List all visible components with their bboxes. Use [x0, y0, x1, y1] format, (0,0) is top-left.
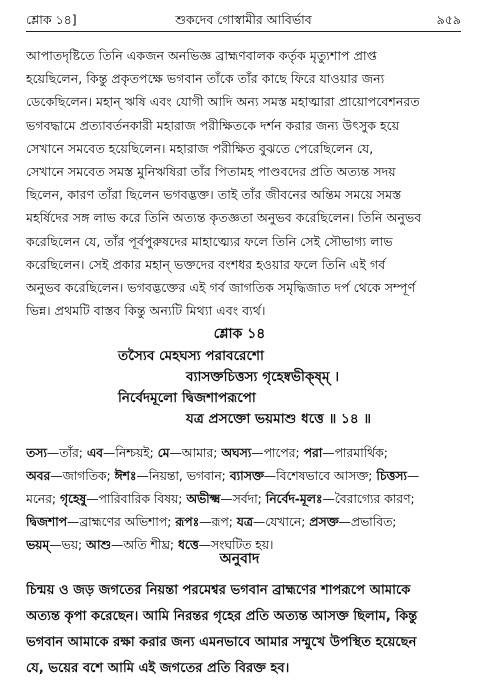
- synonym-line: [26, 511, 461, 534]
- verse-title: শ্লোক ১৪: [213, 326, 266, 342]
- synonym-meaning: —তাঁর;: [46, 446, 87, 460]
- purport-line: সেখানে সমবেত সমস্ত মুনিঋষিরা তাঁর পিতামহ পাণ্ডবদের প্রতি অত্যন্ত সদয়: [26, 164, 396, 180]
- synonym-meaning: —: [406, 469, 420, 483]
- synonym-term: পরা: [303, 446, 323, 460]
- synonym-term: আশু: [86, 538, 111, 552]
- synonym-term: নির্বেদ-মূলঃ: [265, 492, 323, 506]
- synonym-term: তস্য: [26, 446, 47, 460]
- synonym-meaning: —নিশ্চয়ই;: [103, 446, 158, 460]
- translation-line: ভগবান আমাকে রক্ষা করার জন্য এমনভাবে আমার সম্মুখে উপস্থিত হয়েছেন: [26, 635, 417, 650]
- purport-line: সেখানে সমবেত হয়েছিলেন। মহারাজ পরীক্ষিত বুঝতে পেরেছিলেন যে,: [26, 140, 374, 156]
- purport-line: ডেকেছিলেন। মহান্ ঋষি এবং যোগী আদি অন্য সমস্ত মহাত্মারা প্রায়োপবেশনরত: [26, 94, 420, 110]
- synonym-term: অভীক্ষ্ম: [186, 492, 221, 506]
- synonym-term: যত্র: [236, 515, 253, 529]
- purport-line: মহর্ষিদের সঙ্গ লাভ করে তিনি অত্যন্ত কৃতজ্ঞতা অনুভব করেছিলেন। তিনি অনুভব: [26, 210, 422, 226]
- synonym-term: ব্যাসক্ত: [229, 469, 264, 483]
- synonym-meaning: —রূপ;: [199, 515, 237, 529]
- synonym-meaning: —অতি শীঘ্র;: [110, 538, 178, 552]
- verse-line-3: নির্বেদমূলো দ্বিজশাপরূপো: [118, 390, 256, 406]
- synonym-term: ভয়ম্: [26, 538, 50, 552]
- page-number: ৯৫৯: [436, 12, 461, 27]
- synonym-meaning: —সংঘটিত হয়।: [198, 538, 274, 552]
- synonym-term: রূপঃ: [175, 515, 200, 529]
- synonyms-block: [26, 442, 461, 557]
- synonym-term: এব: [86, 446, 104, 460]
- translation-line: অত্যন্ত কৃপা করেছেন। আমি নিরন্তর গৃহের প্রতি অত্যন্ত আসক্ত ছিলাম, কিন্তু: [26, 609, 418, 624]
- synonym-meaning: —পারিবারিক বিষয়;: [86, 492, 187, 506]
- synonym-meaning: মনের;: [26, 492, 60, 506]
- synonym-term: ধত্তে: [178, 538, 199, 552]
- purport-line: করেছিলেন। সেই প্রকার মহান্ ভক্তদের বংশধর হওয়ার ফলে তিনি এই গর্ব: [26, 256, 386, 272]
- purport-line: ভিন্ন। প্রথমটি বাস্তব কিন্তু অন্যটি মিথ্যা এবং ব্যর্থ।: [26, 303, 266, 319]
- synonym-line: [26, 488, 461, 511]
- header-rule: [26, 31, 461, 32]
- synonym-meaning: —বিশেষভাবে আসক্ত;: [263, 469, 377, 483]
- synonym-meaning: —পাপের;: [251, 446, 304, 460]
- verse-line-1: তস্যৈব মেহঘস্য পরাবরেশো: [118, 348, 264, 364]
- synonym-line: [26, 442, 461, 465]
- synonym-meaning: —প্রভাবিত;: [338, 515, 397, 529]
- synonym-term: গৃহেষু: [59, 492, 87, 506]
- synonym-meaning: —নিয়ন্তা, ভগবান;: [136, 469, 230, 483]
- synonym-meaning: —যেখানে;: [252, 515, 310, 529]
- synonym-term: প্রসক্ত: [309, 515, 339, 529]
- translation-line: যে, ভয়ের বশে আমি এই জগতের প্রতি বিরক্ত হব।: [26, 661, 290, 676]
- synonym-line: [26, 465, 461, 488]
- header-chapter-title: শুকদেব গোস্বামীর আবির্ভাব: [175, 12, 312, 27]
- purport-paragraph: [26, 44, 461, 322]
- synonym-meaning: —বৈরাগ্যের কারণ;: [322, 492, 415, 506]
- purport-line: ভগবদ্ধামে প্রত্যাবর্তনকারী মহারাজ পরীক্ষিতকে দর্শন করার জন্য উৎসুক হয়ে: [26, 117, 400, 133]
- purport-line: হয়েছিলেন, কিন্তু প্রকৃতপক্ষে ভগবান তাঁকে তাঁর কাছে ফিরে যাওয়ার জন্য: [26, 71, 385, 87]
- synonym-meaning: —আমার;: [169, 446, 222, 460]
- verse-line-4: যত্র প্রসক্তো ভয়মাশু ধত্তে ॥ ১৪ ॥: [186, 411, 372, 427]
- purport-line: আপাতদৃষ্টিতে তিনি একজন অনভিজ্ঞ ব্রাহ্মণবালক কর্তৃক মৃত্যুশাপ প্রাপ্ত: [26, 48, 377, 63]
- synonym-meaning: —পারমার্থিক;: [322, 446, 388, 460]
- synonym-term: চিত্তস্য: [376, 469, 407, 483]
- synonym-term: অবর: [26, 469, 51, 483]
- synonym-term: দ্বিজশাপ: [26, 515, 68, 529]
- synonym-meaning: —জাগতিক;: [50, 469, 115, 483]
- page-header: [26, 8, 461, 32]
- synonym-term: মে: [157, 446, 170, 460]
- synonym-meaning: —ব্রাহ্মণের অভিশাপ;: [67, 515, 176, 529]
- synonym-meaning: —সর্বদা;: [220, 492, 266, 506]
- header-verse-ref: শ্লোক ১৪]: [26, 12, 77, 27]
- purport-line: অনুভব করেছিলেন। ভগবদ্ভক্তের এই গর্ব জাগতিক সমৃদ্ধিজাত দর্প থেকে সম্পূর্ণ: [26, 280, 416, 296]
- purport-line: করেছিলেন যে, তাঁর পূর্বপুরুষদের মাহাত্ম্যের ফলে তিনি সেই সৌভাগ্য লাভ: [26, 233, 393, 249]
- synonym-meaning: —ভয়;: [49, 538, 87, 552]
- translation-block: [26, 578, 461, 682]
- synonym-term: ঈশঃ: [114, 469, 137, 483]
- synonym-term: অঘস্য: [221, 446, 252, 460]
- translation-heading: অনুবাদ: [219, 551, 260, 567]
- translation-line: চিন্ময় ও জড় জগতের নিয়ন্তা পরমেশ্বর ভগবান ব্রাহ্মণের শাপরূপে আমাকে: [26, 583, 411, 598]
- purport-line: ছিলেন, কারণ তাঁরা ছিলেন ভগবদ্ভক্ত। তাই তাঁর জীবনের অন্তিম সময়ে সমস্ত: [26, 187, 402, 203]
- verse-line-2: ব্যাসক্তচিত্তস্য গৃহেষ্বভীক্ষ্ম্ ।: [186, 369, 340, 385]
